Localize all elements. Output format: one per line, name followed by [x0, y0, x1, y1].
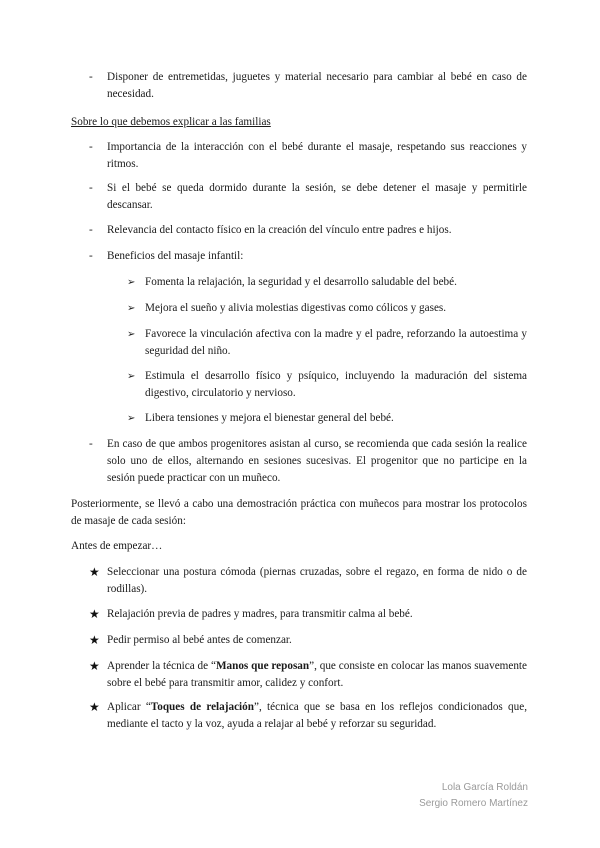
section-heading-families: Sobre lo que debemos explicar a las familias	[71, 116, 271, 128]
dash-bullet: -	[89, 250, 93, 262]
footer-author-1: Lola García Roldán	[441, 782, 528, 793]
family-item: Relevancia del contacto físico en la creación del vínculo entre padres e hijos.	[107, 224, 452, 236]
dash-bullet: -	[89, 182, 93, 194]
star-item-pre: Aplicar “	[107, 701, 151, 713]
star-item-pre: Aprender la técnica de “	[107, 660, 216, 672]
dash-bullet: -	[89, 141, 93, 153]
star-item	[107, 658, 527, 692]
star-bullet-icon: ★	[89, 700, 100, 714]
family-item: Importancia de la interacción con el bebé durante el masaje, respetando sus reacciones y ritmos.	[107, 141, 527, 170]
star-bullet-icon: ★	[89, 565, 100, 579]
family-item: Si el bebé se queda dormido durante la sesión, se debe detener el masaje y permitirle descansar.	[107, 182, 527, 211]
technique-name: Toques de relajación	[150, 701, 254, 713]
arrow-bullet-icon: ➢	[127, 371, 136, 382]
star-item	[107, 699, 527, 733]
arrow-bullet-icon: ➢	[127, 329, 136, 340]
star-item-post: ”, que consiste en colocar las manos suavemente sobre el bebé para transmitir amor, calidez y confort.	[107, 660, 528, 689]
arrow-bullet-icon: ➢	[127, 303, 136, 314]
top-bullet-text: Disponer de entremetidas, juguetes y material necesario para cambiar al bebé en caso de necesidad.	[107, 71, 527, 100]
benefit-item: Mejora el sueño y alivia molestias digestivas como cólicos y gases.	[145, 302, 447, 314]
family-item-last: En caso de que ambos progenitores asistan al curso, se recomienda que cada sesión la realice solo uno de ellos, alternando en sesiones sucesivas. El progenitor que no participe en la sesión puede practicar con un muñeco.	[107, 438, 527, 484]
dash-bullet: -	[89, 438, 93, 450]
star-bullet-icon: ★	[89, 607, 100, 621]
star-item: Seleccionar una postura cómoda (piernas cruzadas, sobre el regazo, en forma de nido o de rodillas).	[107, 566, 527, 595]
before-start-label: Antes de empezar…	[71, 540, 163, 552]
demo-paragraph: Posteriormente, se llevó a cabo una demostración práctica con muñecos para mostrar los protocolos de masaje de cada sesión:	[71, 498, 527, 527]
star-item-post: ”, técnica que se basa en los reflejos condicionados que, mediante el tacto y la voz, ayuda a relajar al bebé y reforzar su seguridad.	[107, 701, 528, 730]
arrow-bullet-icon: ➢	[127, 413, 136, 424]
star-bullet-icon: ★	[89, 659, 100, 673]
benefit-item: Libera tensiones y mejora el bienestar general del bebé.	[145, 412, 394, 424]
star-bullet-icon: ★	[89, 633, 100, 647]
star-item: Pedir permiso al bebé antes de comenzar.	[107, 634, 292, 646]
benefit-item: Fomenta la relajación, la seguridad y el desarrollo saludable del bebé.	[145, 276, 457, 288]
arrow-bullet-icon: ➢	[127, 277, 136, 288]
benefit-item: Estimula el desarrollo físico y psíquico, incluyendo la maduración del sistema digestivo, circulatorio y nervioso.	[145, 370, 527, 399]
footer-author-2: Sergio Romero Martínez	[419, 798, 528, 809]
dash-bullet: -	[89, 71, 93, 83]
technique-name: Manos que reposan	[215, 660, 310, 672]
star-item: Relajación previa de padres y madres, para transmitir calma al bebé.	[107, 608, 413, 620]
family-item: Beneficios del masaje infantil:	[107, 250, 244, 262]
benefit-item: Favorece la vinculación afectiva con la madre y el padre, reforzando la autoestima y seguridad del niño.	[145, 328, 527, 357]
dash-bullet: -	[89, 224, 93, 236]
